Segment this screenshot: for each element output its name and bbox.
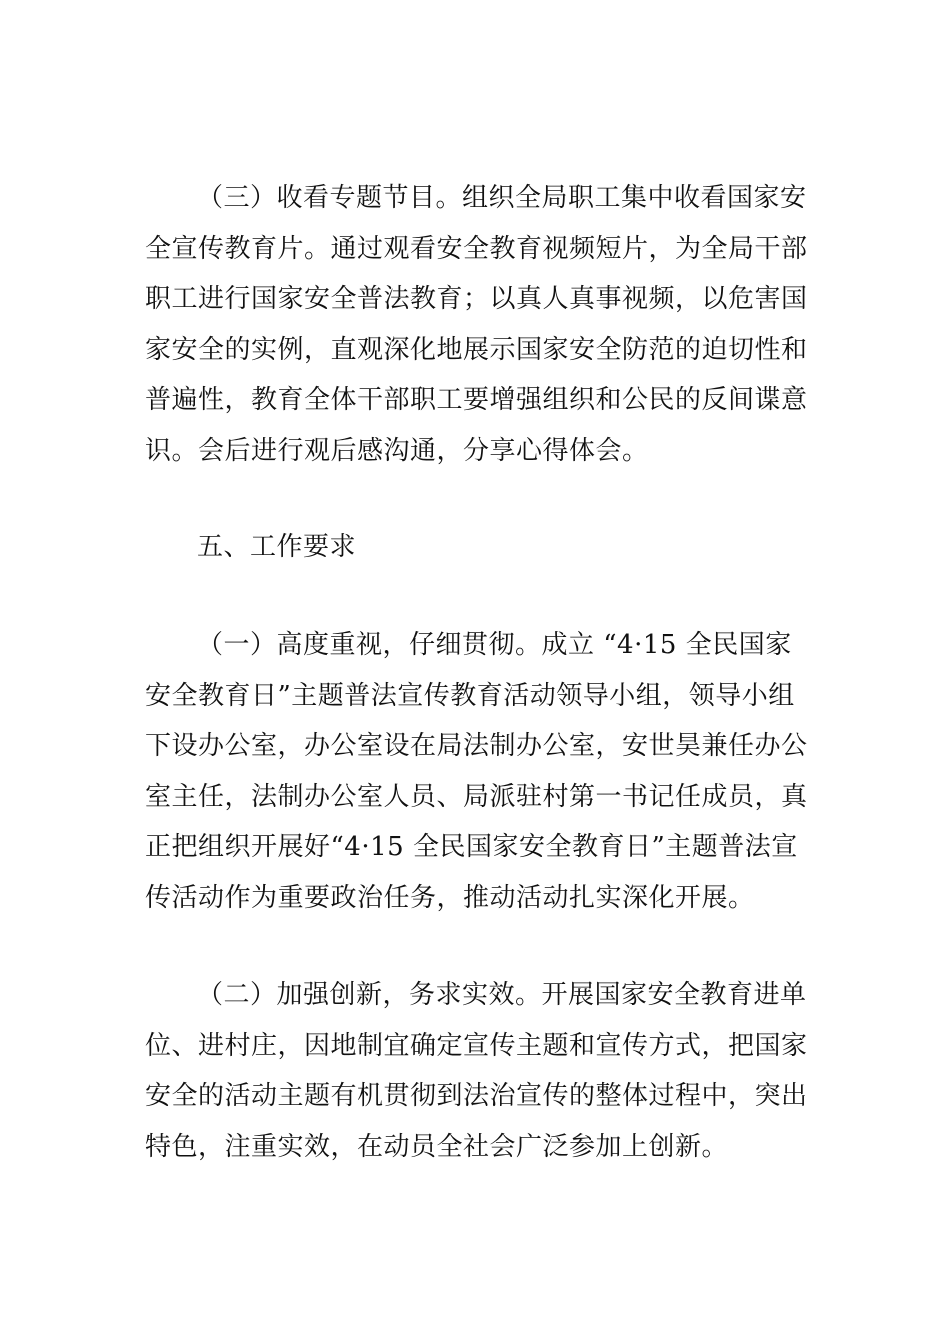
section-heading: 五、工作要求	[197, 532, 357, 562]
paragraph-line: 安全的活动主题有机贯彻到法治宣传的整体过程中，突出	[145, 1081, 808, 1111]
paragraph-watch-program	[145, 173, 810, 476]
paragraph-line: 全宣传教育片。通过观看安全教育视频短片，为全局干部	[145, 233, 808, 264]
paragraph-line: 位、进村庄，因地制宜确定宣传主题和宣传方式，把国家	[145, 1030, 808, 1061]
paragraph-line: （二）加强创新，务求实效。开展国家安全教育进单	[197, 980, 807, 1010]
paragraph-line: 家安全的实例，直观深化地展示国家安全防范的迫切性和	[145, 334, 808, 365]
paragraph-attach-importance	[145, 620, 810, 923]
paragraph-line: 传活动作为重要政治任务，推动活动扎实深化开展。	[145, 882, 755, 913]
paragraph-line: 正把组织开展好“4·15 全民国家安全教育日”主题普法宣	[145, 832, 798, 862]
paragraph-line: 下设办公室，办公室设在局法制办公室，安世昊兼任办公	[145, 731, 808, 761]
paragraph-line: （三）收看专题节目。组织全局职工集中收看国家安	[197, 183, 807, 213]
paragraph-line: 安全教育日”主题普法宣传教育活动领导小组，领导小组	[145, 680, 795, 711]
paragraph-line: 识。会后进行观后感沟通，分享心得体会。	[145, 435, 649, 466]
paragraph-line: 职工进行国家安全普法教育；以真人真事视频，以危害国	[145, 284, 808, 314]
paragraph-line: 室主任，法制办公室人员、局派驻村第一书记任成员，真	[145, 781, 808, 812]
paragraph-line: 普遍性，教育全体干部职工要增强组织和公民的反间谍意	[145, 385, 808, 415]
paragraph-line: （一）高度重视，仔细贯彻。成立 “4·15 全民国家	[197, 630, 792, 660]
paragraph-innovation	[145, 970, 810, 1172]
paragraph-line: 特色，注重实效，在动员全社会广泛参加上创新。	[145, 1131, 729, 1162]
